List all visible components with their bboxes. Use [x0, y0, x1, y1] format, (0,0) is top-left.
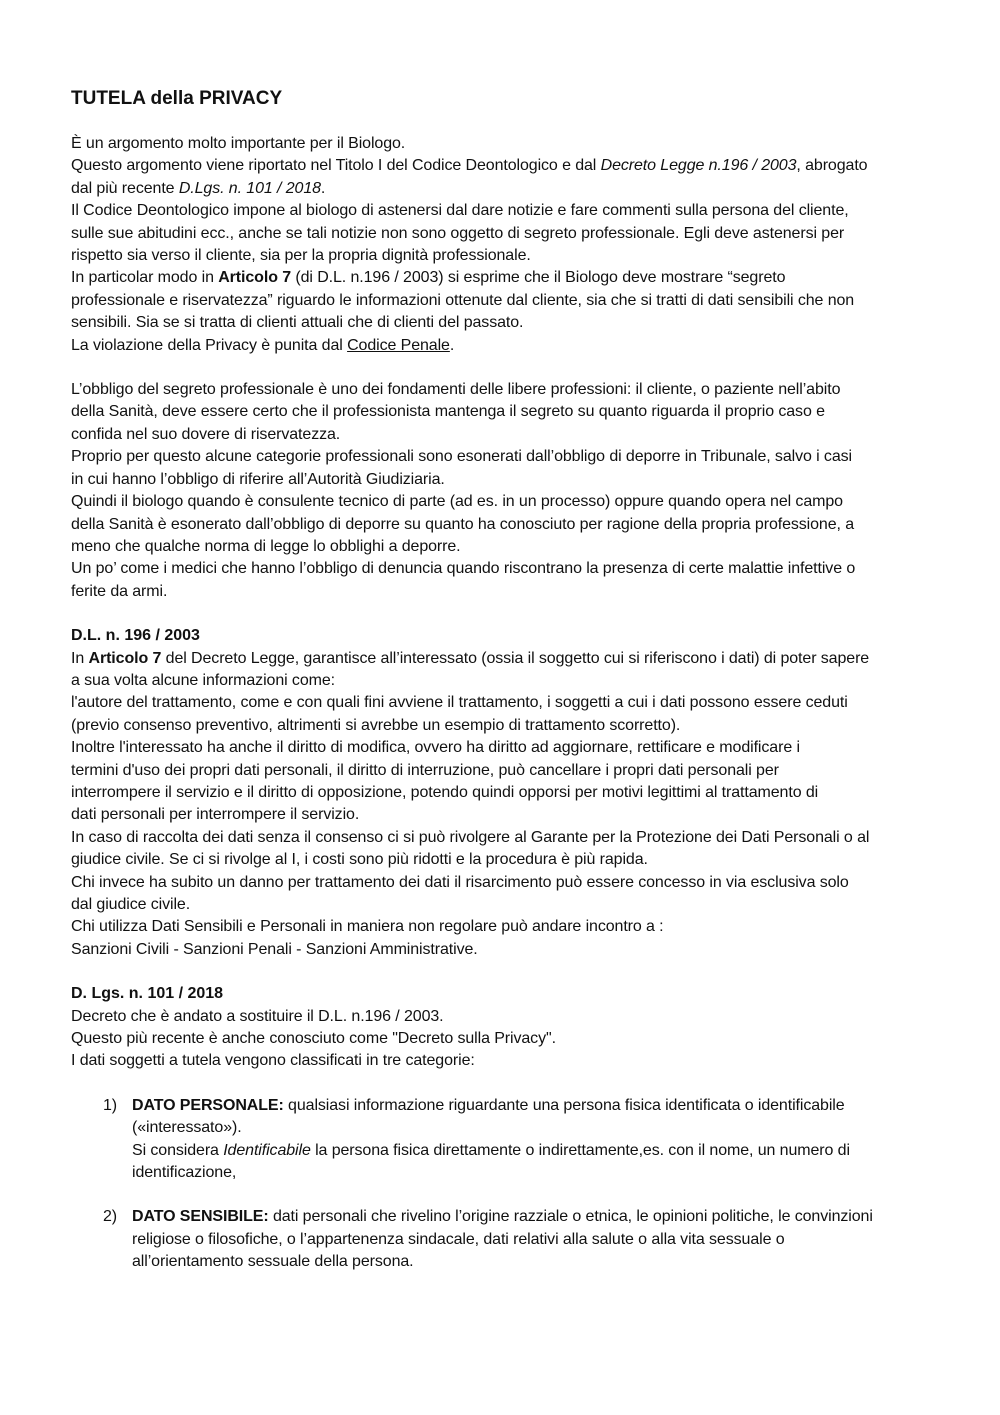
- text-line: della Sanità è esonerato dall’obbligo di deporre su quanto ha conosciuto per ragione della propria professione, a: [71, 515, 855, 533]
- page-title: TUTELA della PRIVACY: [71, 88, 283, 109]
- text-line: Chi utilizza Dati Sensibili e Personali in maniera non regolare può andare incontro a :: [71, 918, 664, 936]
- text-line: È un argomento molto importante per il Biologo.: [71, 135, 406, 152]
- text-line: Proprio per questo alcune categorie professionali sono esonerati dall’obbligo di deporre in Tribunale, salvo i casi: [71, 448, 852, 466]
- codice-penale-link[interactable]: Codice Penale: [347, 336, 450, 354]
- text-line: in cui hanno l’obbligo di riferire all’Autorità Giudiziaria.: [71, 470, 445, 488]
- text-line: I dati soggetti a tutela vengono classificati in tre categorie:: [71, 1052, 475, 1070]
- text-line: della Sanità, deve essere certo che il professionista mantenga il segreto su quanto riguarda il proprio caso e: [71, 403, 825, 421]
- law-reference: D.Lgs. n. 101 / 2018: [178, 179, 321, 197]
- text-line: giudice civile. Se ci si rivolge al I, i costi sono più ridotti e la procedura è più rapida.: [71, 851, 648, 869]
- section-heading: D. Lgs. n. 101 / 2018: [71, 985, 224, 1003]
- law-reference: Decreto Legge n.196 / 2003: [600, 157, 797, 175]
- text-line: Decreto che è andato a sostituire il D.L. n.196 / 2003.: [71, 1007, 444, 1025]
- text-line: In Articolo 7 del Decreto Legge, garantisce all’interessato (ossia il soggetto cui si riferiscono i dati) di poter sapere: [71, 649, 870, 667]
- category-term: DATO PERSONALE:: [132, 1096, 284, 1114]
- text-line: dati personali per interrompere il servizio.: [71, 806, 360, 824]
- text-line: Questo argomento viene riportato nel Titolo I del Codice Deontologico e dal Decreto Legge n.196 / 2003, abrogato: [71, 157, 868, 175]
- text-line: Si considera Identificabile la persona fisica direttamente o indirettamente,es. con il nome, un numero di: [132, 1141, 850, 1159]
- text-line: a sua volta alcune informazioni come:: [71, 671, 335, 689]
- text-line: Inoltre l'interessato ha anche il diritto di modifica, ovvero ha diritto ad aggiornare, rettificare e modificare i: [71, 739, 800, 757]
- text-line: In particolar modo in Articolo 7 (di D.L. n.196 / 2003) si esprime che il Biologo deve mostrare “segreto: [71, 269, 786, 287]
- text-line: sulle sue abitudini ecc., anche se tali notizie non sono oggetto di segreto professionale. Egli deve astenersi per: [71, 224, 845, 242]
- article-reference: Articolo 7: [218, 269, 292, 287]
- list-spacer: [71, 1184, 933, 1206]
- text-line: meno che qualche norma di legge lo obblighi a deporre.: [71, 537, 461, 555]
- dl196-section: [71, 625, 933, 961]
- text-line: confida nel suo dovere di riservatezza.: [71, 425, 341, 443]
- text-line: DATO PERSONALE: qualsiasi informazione riguardante una persona fisica identificata o identificabile: [132, 1096, 845, 1114]
- text-line: DATO SENSIBILE: dati personali che rivelino l’origine razziale o etnica, le opinioni politiche, le convinzioni: [132, 1208, 873, 1226]
- intro-paragraph: [71, 133, 933, 357]
- text-line: dal più recente D.Lgs. n. 101 / 2018.: [71, 179, 326, 197]
- dlgs101-section: [71, 983, 933, 1073]
- text-line: (previo consenso preventivo, altrimenti si avrebbe un esempio di trattamento scorretto).: [71, 716, 681, 734]
- category-term: DATO SENSIBILE:: [132, 1208, 269, 1226]
- text-line: Questo più recente è anche conosciuto come "Decreto sulla Privacy".: [71, 1030, 556, 1048]
- text-line: In caso di raccolta dei dati senza il consenso ci si può rivolgere al Garante per la Protezione dei Dati Personali o al: [71, 828, 870, 846]
- text-line: La violazione della Privacy è punita dal Codice Penale.: [71, 336, 455, 354]
- text-line: Il Codice Deontologico impone al biologo di astenersi dal dare notizie e fare commenti sulla persona del cliente,: [71, 202, 849, 220]
- text-line: religiose o filosofiche, o l’appartenenza sindacale, dati relativi alla salute o alla vita sessuale o: [132, 1230, 785, 1248]
- text-line: l'autore del trattamento, come e con quali fini avviene il trattamento, i soggetti a cui i dati possono essere ceduti: [71, 694, 848, 712]
- list-number: 1): [103, 1096, 118, 1114]
- list-item: [71, 1095, 933, 1185]
- categories-list: [71, 1095, 933, 1274]
- list-number: 2): [103, 1208, 118, 1226]
- text-line: termini d'uso dei propri dati personali, il diritto di interruzione, può cancellare i propri dati personali per: [71, 761, 779, 779]
- text-line: ferite da armi.: [71, 582, 168, 600]
- text-line: all’orientamento sessuale della persona.: [132, 1253, 414, 1271]
- text-line: Sanzioni Civili - Sanzioni Penali - Sanzioni Amministrative.: [71, 940, 478, 958]
- section-heading: D.L. n. 196 / 2003: [71, 627, 200, 645]
- text-line: interrompere il servizio e il diritto di opposizione, potendo quindi opporsi per motivi legittimi al trattamento di: [71, 783, 819, 801]
- document-page: [71, 86, 933, 1274]
- article-reference: Articolo 7: [88, 649, 162, 667]
- text-line: Quindi il biologo quando è consulente tecnico di parte (ad es. in un processo) oppure quando opera nel campo: [71, 493, 843, 511]
- text-line: sensibili. Sia se si tratta di clienti attuali che di clienti del passato.: [71, 314, 524, 332]
- segreto-paragraph: [71, 379, 933, 603]
- text-line: professionale e riservatezza” riguardo le informazioni ottenute dal cliente, sia che si tratti di dati sensibili che non: [71, 291, 855, 309]
- text-line: L’obbligo del segreto professionale è uno dei fondamenti delle libere professioni: il cliente, o paziente nell’abito: [71, 381, 841, 399]
- text-line: Un po’ come i medici che hanno l’obbligo di denuncia quando riscontrano la presenza di certe malattie infettive o: [71, 560, 856, 578]
- list-item: [71, 1206, 933, 1273]
- text-line: rispetto sia verso il cliente, sia per la propria dignità professionale.: [71, 247, 531, 265]
- text-line: («interessato»).: [132, 1119, 242, 1137]
- text-line: Chi invece ha subito un danno per trattamento dei dati il risarcimento può essere concesso in via esclusiva solo: [71, 873, 849, 891]
- text-line: identificazione,: [132, 1164, 237, 1182]
- text-line: dal giudice civile.: [71, 896, 191, 913]
